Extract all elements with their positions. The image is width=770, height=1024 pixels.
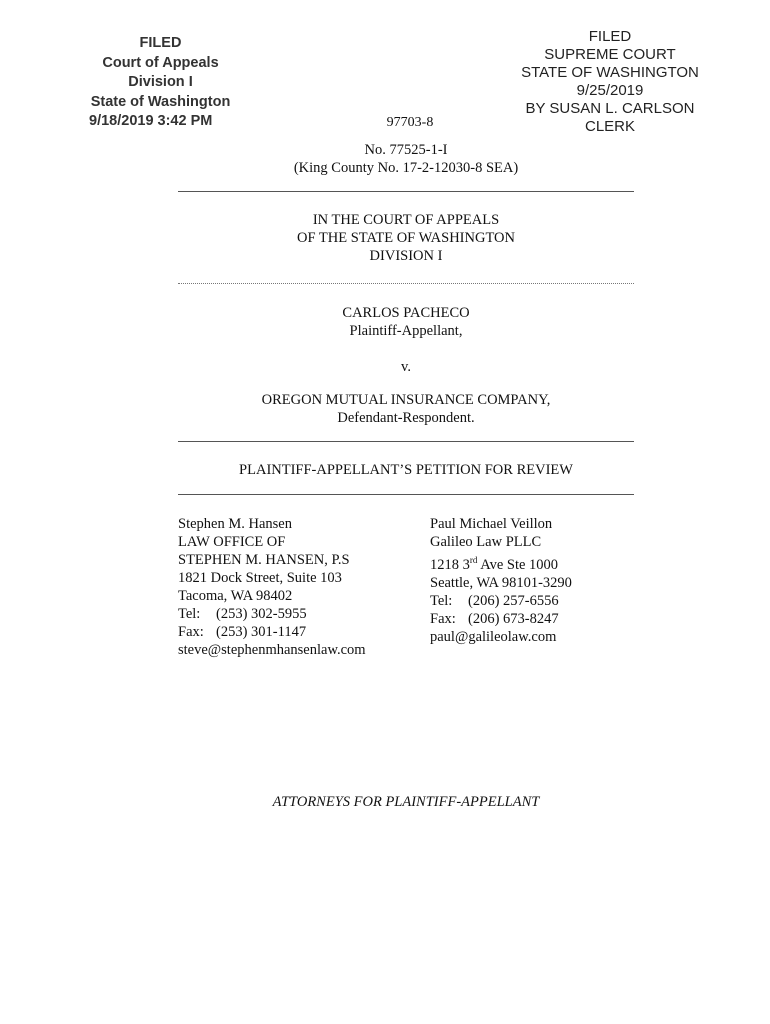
divider <box>178 283 634 284</box>
stamp-clerk-title: CLERK <box>584 118 636 135</box>
appeal-number: No. 77525-1-I <box>364 142 448 158</box>
telephone <box>430 592 572 610</box>
fax-number: (253) 301-1147 <box>216 624 307 640</box>
stamp-court-name: Court of Appeals <box>102 54 219 71</box>
versus: v. <box>401 359 411 375</box>
stamp-date: 9/25/2019 <box>576 82 644 99</box>
court-heading <box>178 211 634 265</box>
stamp-filed-label: FILED <box>588 28 632 45</box>
firm-name-line: STEPHEN M. HANSEN, P.S <box>178 552 350 568</box>
stamp-datetime: 9/18/2019 3:42 PM <box>89 113 213 129</box>
firm-name: Galileo Law PLLC <box>430 534 542 550</box>
stamp-filed-label: FILED <box>139 35 182 51</box>
court-heading-line: IN THE COURT OF APPEALS <box>312 212 500 228</box>
fax <box>430 610 572 628</box>
county-number: (King County No. 17-2-12030-8 SEA) <box>293 160 519 176</box>
divider <box>178 441 634 442</box>
address-line: 1821 Dock Street, Suite 103 <box>178 570 342 586</box>
case-numbers <box>178 141 634 177</box>
stamp-court-name: SUPREME COURT <box>544 46 676 63</box>
tel-number: (253) 302-5955 <box>216 606 307 622</box>
email: steve@stephenmhansenlaw.com <box>178 642 366 658</box>
fax-label: Fax: <box>430 610 456 627</box>
attorney-block-right <box>430 515 572 646</box>
stamp-state: STATE OF WASHINGTON <box>521 64 699 81</box>
court-heading-line: DIVISION I <box>369 248 443 264</box>
defendant-role: Defendant-Respondent. <box>337 410 475 426</box>
court-of-appeals-filed-stamp <box>88 34 233 132</box>
email: paul@galileolaw.com <box>430 628 557 645</box>
stamp-state: State of Washington <box>90 93 231 110</box>
divider <box>178 191 634 192</box>
tel-label: Tel: <box>430 592 453 609</box>
attorney-block-left <box>178 515 366 659</box>
firm-name-line: LAW OFFICE OF <box>178 534 286 550</box>
attorney-name: Paul Michael Veillon <box>430 516 553 532</box>
street-rest: Ave Ste 1000 <box>477 556 559 573</box>
ordinal-suffix: rd <box>469 555 478 565</box>
plaintiff-block <box>178 304 634 340</box>
defendant-block <box>178 391 634 427</box>
address-line <box>430 551 572 574</box>
telephone <box>178 605 366 623</box>
document-title: PLAINTIFF-APPELLANT’S PETITION FOR REVIEW <box>239 462 573 478</box>
divider <box>178 494 634 495</box>
stamp-clerk-name: BY SUSAN L. CARLSON <box>525 100 695 117</box>
fax-number: (206) 673-8247 <box>468 610 559 627</box>
tel-number: (206) 257-6556 <box>468 592 559 609</box>
attorneys-for-caption: ATTORNEYS FOR PLAINTIFF-APPELLANT <box>272 794 540 810</box>
defendant-name: OREGON MUTUAL INSURANCE COMPANY, <box>261 392 551 408</box>
address-line: Seattle, WA 98101-3290 <box>430 574 572 591</box>
plaintiff-role: Plaintiff-Appellant, <box>349 323 463 339</box>
address-line: Tacoma, WA 98402 <box>178 588 293 604</box>
attorney-name: Stephen M. Hansen <box>178 516 292 532</box>
fax-label: Fax: <box>178 624 204 640</box>
fax <box>178 623 366 641</box>
court-heading-line: OF THE STATE OF WASHINGTON <box>297 230 515 246</box>
supreme-court-filed-stamp <box>505 28 715 136</box>
stamp-division: Division I <box>128 74 193 90</box>
plaintiff-name: CARLOS PACHECO <box>342 305 470 321</box>
street-number: 1218 3 <box>430 556 470 573</box>
tel-label: Tel: <box>178 606 201 622</box>
supreme-court-docket-number: 97703-8 <box>386 115 434 130</box>
